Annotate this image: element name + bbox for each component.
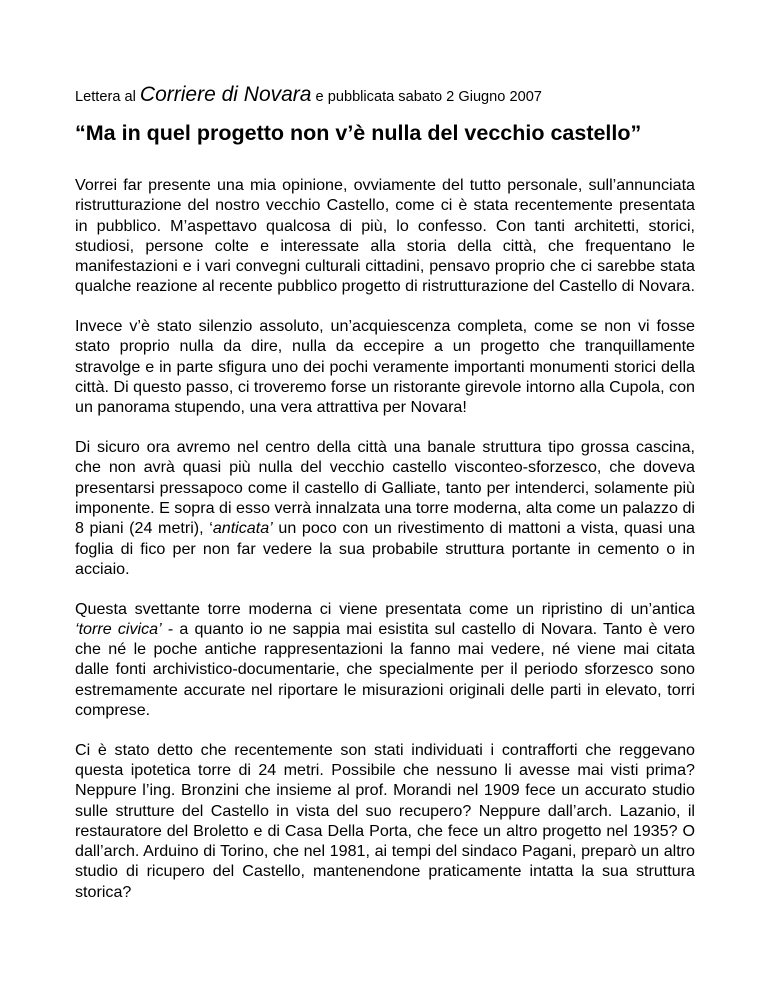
paragraph-3-text-b: un poco con un rivestimento di mattoni a vista, quasi una foglia di fico per non far vedere la sua probabile struttura portante in cemento o in acciaio. [75, 519, 695, 578]
newspaper-name: Corriere di Novara [139, 83, 312, 106]
paragraph-5: Ci è stato detto che recentemente son stati individuati i contrafforti che reggevano questa ipotetica torre di 24 metri. Possibile che nessuno li avesse mai visti prima? Neppure l’ing. Bronzini che insieme al prof. Morandi nel 1909 fece un accurato studio sulle strutture del Castello in vista del suo recupero? Neppure dall’arch. Lazanio, il restauratore del Broletto e di Casa Della Porta, che fece un altro progetto nel 1935? O dall’arch. Arduino di Torino, che nel 1981, ai tempi del sindaco Pagani, preparò un altro studio di ricupero del Castello, mantenendone praticamente intatta la sua struttura storica? [75, 740, 695, 901]
paragraph-2: Invece v’è stato silenzio assoluto, un’acquiescenza completa, come se non vi fosse stato proprio nulla da dire, nulla da eccepire a un progetto che tranquillamente stravolge e in parte sfigura uno dei pochi veramente importanti monumenti storici della città. Di questo passo, ci troveremo forse un ristorante girevole intorno alla Cupola, con un panorama stupendo, una vera attrattiva per Novara! [75, 317, 695, 417]
letter-body [75, 175, 695, 921]
publication-header [75, 83, 695, 107]
header-suffix: e pubblicata sabato 2 Giugno 2007 [315, 89, 542, 105]
letter-title: “Ma in quel progetto non v’è nulla del vecchio castello” [75, 121, 642, 145]
header-prefix: Lettera al [75, 89, 136, 105]
paragraph-4-text-a: Questa svettante torre moderna ci viene presentata come un ripristino di un’antica [75, 599, 695, 618]
paragraph-4-emphasis: ‘torre civica’ [75, 619, 162, 638]
paragraph-3-text-a: Di sicuro ora avremo nel centro della città una banale struttura tipo grossa cascina, che non avrà quasi più nulla del vecchio castello visconteo-sforzesco, che doveva presentarsi pressapoco come il castello di Galliate, tanto per intenderci, solamente più imponente. E sopra di esso verrà innalzata una torre moderna, alta come un palazzo di 8 piani (24 metri), ‘ [75, 438, 695, 538]
paragraph-3 [75, 437, 695, 579]
paragraph-4 [75, 599, 695, 721]
paragraph-3-emphasis: anticata’ [212, 519, 273, 538]
paragraph-4-text-b: - a quanto io ne sappia mai esistita sul castello di Novara. Tanto è vero che né le poche antiche rappresentazioni la fanno mai vedere, né viene mai citata dalle fonti archivistico-documentarie, che specialmente per il periodo sforzesco sono estremamente accurate nel riportare le misurazioni originali delle parti in elevato, torri comprese. [75, 619, 695, 719]
paragraph-1: Vorrei far presente una mia opinione, ovviamente del tutto personale, sull’annunciata ristrutturazione del nostro vecchio Castello, come ci è stata recentemente presentata in pubblico. M’aspettavo qualcosa di più, lo confesso. Con tanti architetti, storici, studiosi, persone colte e interessate alla storia della città, che frequentano le manifestazioni e i vari convegni culturali cittadini, pensavo proprio che ci sarebbe stata qualche reazione al recente pubblico progetto di ristrutturazione del Castello di Novara. [75, 176, 695, 296]
